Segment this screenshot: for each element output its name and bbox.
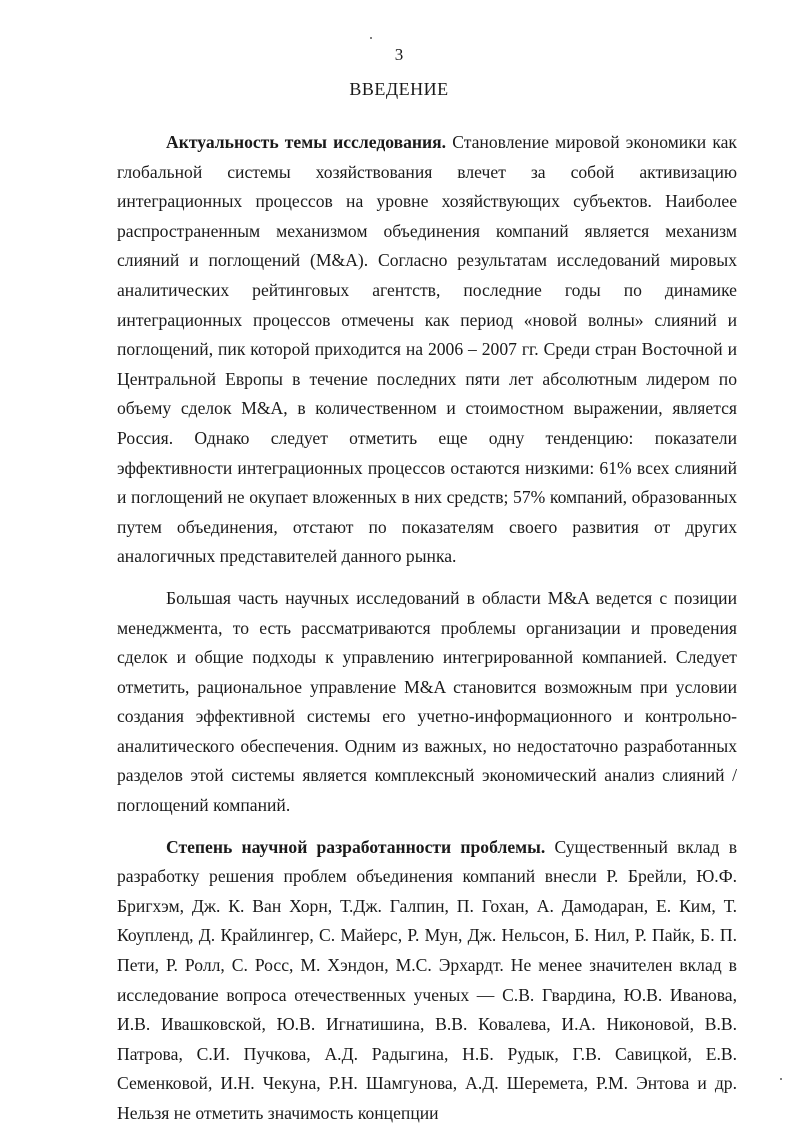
paragraph-text: Существенный вклад в разработку решения проблем объединения компаний внесли Р. Брейли, Ю.Ф. Бригхэм, Дж. К. Ван Хорн, Т.Дж. Галпин, П. Гохан, А. Дамодаран, Е. Ким, Т. Коупленд, Д. Крайлингер, С. Майерс, Р. Мун, Дж. Нельсон, Б. Нил, Р. Пайк, Б. П. Пети, Р. Ролл, С. Росс, М. Хэндон, М.С. Эрхардт. Не менее значителен вклад в исследование вопроса отечественных ученых — С.В. Гвардина, Ю.В. Иванова, И.В. Ивашковской, Ю.В. Игнатишина, В.В. Ковалева, И.А. Никоновой, В.В. Патрова, С.И. Пучкова, А.Д. Радыгина, Н.Б. Рудык, Г.В. Савицкой, Е.В. Семенковой, И.Н. Чекуна, Р.Н. Шамгунова, А.Д. Шеремета, Р.М. Энтова и др. Нельзя не отметить значимость концепции [117,836,737,1123]
paragraph-lead: Актуальность темы исследования. [166,132,447,152]
paragraph-text: Большая часть научных исследований в области M&A ведется с позиции менеджмента, то есть рассматриваются проблемы организации и проведения сделок и общие подходы к управлению интегрированной компанией. Следует отметить, рациональное управление M&A становится возможным при условии создания эффективной системы его учетно-информационного и контрольно-аналитического обеспечения. Одним из важных, но недостаточно разработанных разделов этой системы является комплексный экономический анализ слияний / поглощений компаний. [117,587,737,816]
paragraph-relevance [117,128,737,572]
paragraph-degree-of-development [117,833,737,1129]
scan-speck [780,1078,782,1080]
document-body [117,128,737,1129]
page-title: ВВЕДЕНИЕ [349,79,449,99]
paragraph-research-focus [117,584,737,821]
scan-speck [370,37,372,39]
paragraph-text: Становление мировой экономики как глобальной системы хозяйствования влечет за собой активизацию интеграционных процессов на уровне хозяйствующих субъектов. Наиболее распространенным механизмом объединения компаний является механизм слияний и поглощений (M&A). Согласно результатам исследований мировых аналитических рейтинговых агентств, последние годы по динамике интеграционных процессов отмечены как период «новой волны» слияний и поглощений, пик которой приходится на 2006 – 2007 гг. Среди стран Восточной и Центральной Европы в течение последних пяти лет абсолютным лидером по объему сделок M&A, в количественном и стоимостном выражении, является Россия. Однако следует отметить еще одну тенденцию: показатели эффективности интеграционных процессов остаются низкими: 61% всех слияний и поглощений не окупает вложенных в них средств; 57% компаний, образованных путем объединения, отстают по показателям своего развития от других аналогичных представителей данного рынка. [117,132,737,567]
page-number: 3 [394,45,404,64]
paragraph-lead: Степень научной разработанности проблемы. [166,836,546,857]
